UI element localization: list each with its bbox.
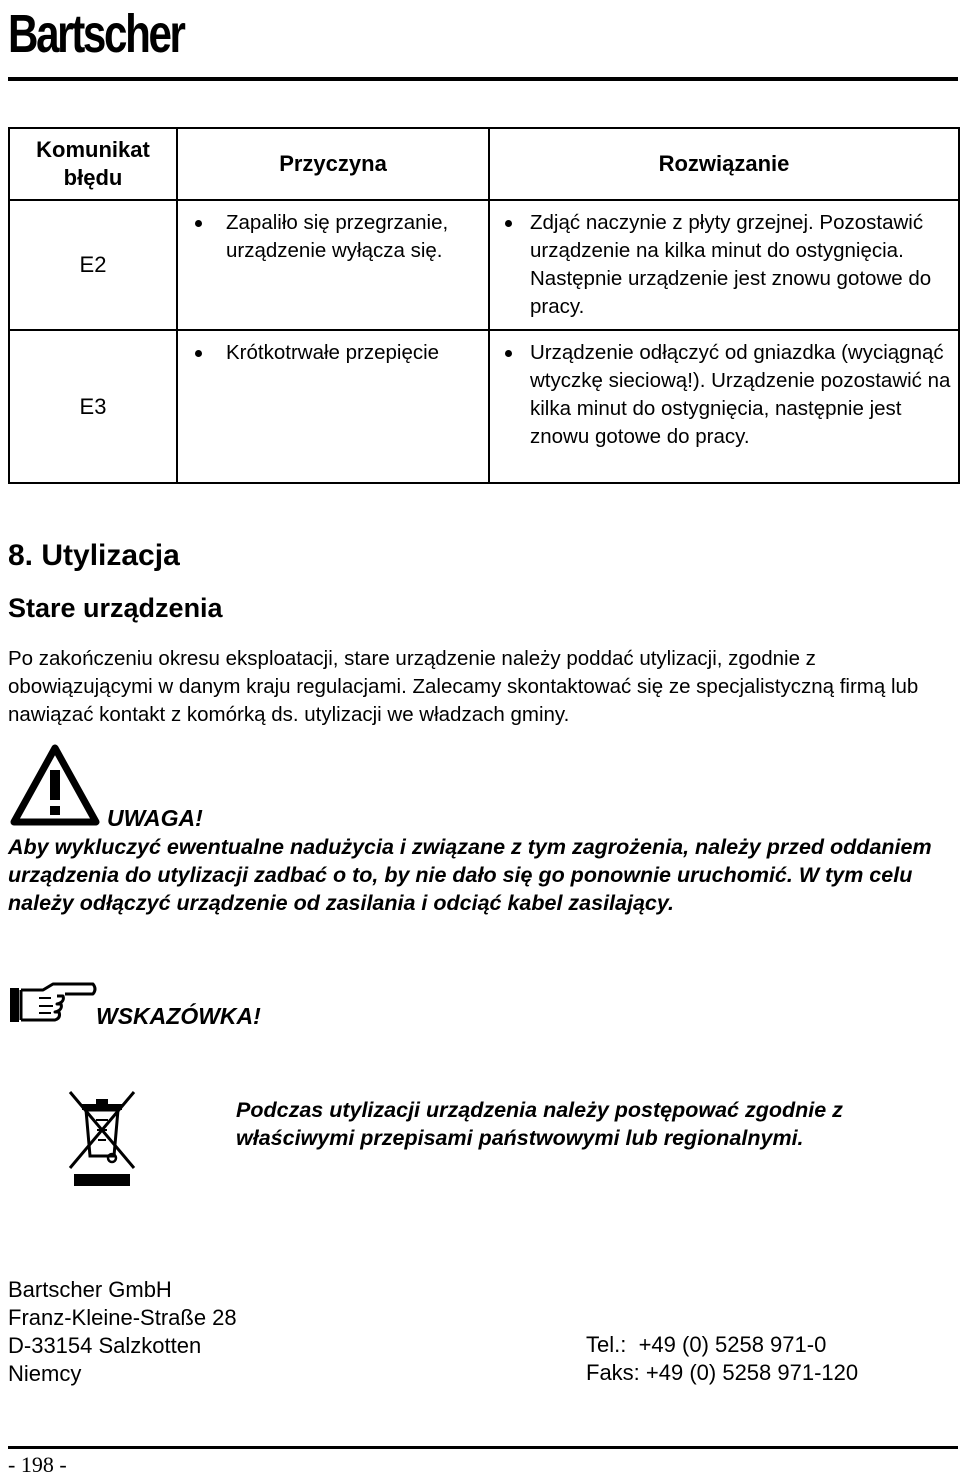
column-header-solution: Rozwiązanie [489, 128, 959, 200]
cause-text: Zapaliło się przegrzanie, urządzenie wyłącza się. [226, 209, 484, 265]
brand-logo: Bartscher [8, 4, 184, 64]
cause-cell [177, 200, 489, 330]
phone-number: Tel.: +49 (0) 5258 971-0 [586, 1332, 827, 1357]
table-header-row [9, 128, 959, 200]
note-label: WSKAZÓWKA! [96, 1003, 261, 1029]
solution-cell [489, 330, 959, 483]
header-divider [8, 77, 958, 81]
cause-text: Krótkotrwałe przepięcie [226, 339, 484, 367]
crossed-out-wheelie-bin-icon [66, 1088, 138, 1188]
solution-text: Zdjąć naczynie z płyty grzejnej. Pozostawić urządzenie na kilka minut do ostygnięcia. Następnie urządzenie jest znowu gotowe do pracy. [530, 209, 954, 321]
section-subheading: Stare urządzenia [8, 593, 223, 623]
footer-divider [8, 1446, 958, 1449]
company-name: Bartscher GmbH [8, 1277, 172, 1302]
section-heading: 8. Utylizacja [8, 539, 180, 572]
pointing-hand-icon [9, 980, 97, 1030]
page-number: - 198 - [8, 1452, 67, 1477]
warning-text: Aby wykluczyć ewentualne nadużycia i związane z tym zagrożenia, należy przed oddaniem urządzenia do utylizacji zadbać o to, by nie dało się go ponownie uruchomić. W tym celu należy odłączyć urządzenie od zasilania i odciąć kabel zasilający. [8, 835, 932, 915]
table-row [9, 330, 959, 483]
error-code-cell: E2 [9, 200, 177, 330]
table-row [9, 200, 959, 330]
street: Franz-Kleine-Straße 28 [8, 1305, 237, 1330]
error-code-cell: E3 [9, 330, 177, 483]
column-header-cause: Przyczyna [177, 128, 489, 200]
warning-label: UWAGA! [107, 805, 203, 831]
warning-triangle-icon [10, 744, 100, 826]
error-codes-table [8, 127, 960, 484]
column-header-error-message: Komunikat błędu [9, 128, 177, 200]
company-contact [586, 1331, 858, 1387]
solution-cell [489, 200, 959, 330]
city: D-33154 Salzkotten [8, 1333, 202, 1358]
fax-number: Faks: +49 (0) 5258 971-120 [586, 1360, 859, 1385]
country: Niemcy [8, 1361, 82, 1386]
cause-cell [177, 330, 489, 483]
disposal-note-text: Podczas utylizacji urządzenia należy postępować zgodnie z właściwymi przepisami państwowymi lub regionalnymi. [236, 1098, 843, 1150]
company-address [8, 1276, 237, 1388]
disposal-paragraph: Po zakończeniu okresu eksploatacji, stare urządzenie należy poddać utylizacji, zgodnie z obowiązującymi w danym kraju regulacjami. Zalecamy skontaktować się ze specjalistyczną firmą lub nawiązać kontakt z komórką ds. utylizacji we władzach gminy. [8, 647, 919, 726]
solution-text: Urządzenie odłączyć od gniazdka (wyciągnąć wtyczkę sieciową!). Urządzenie pozostawić na kilka minut do ostygnięcia, następnie jest znowu gotowe do pracy. [530, 339, 954, 451]
